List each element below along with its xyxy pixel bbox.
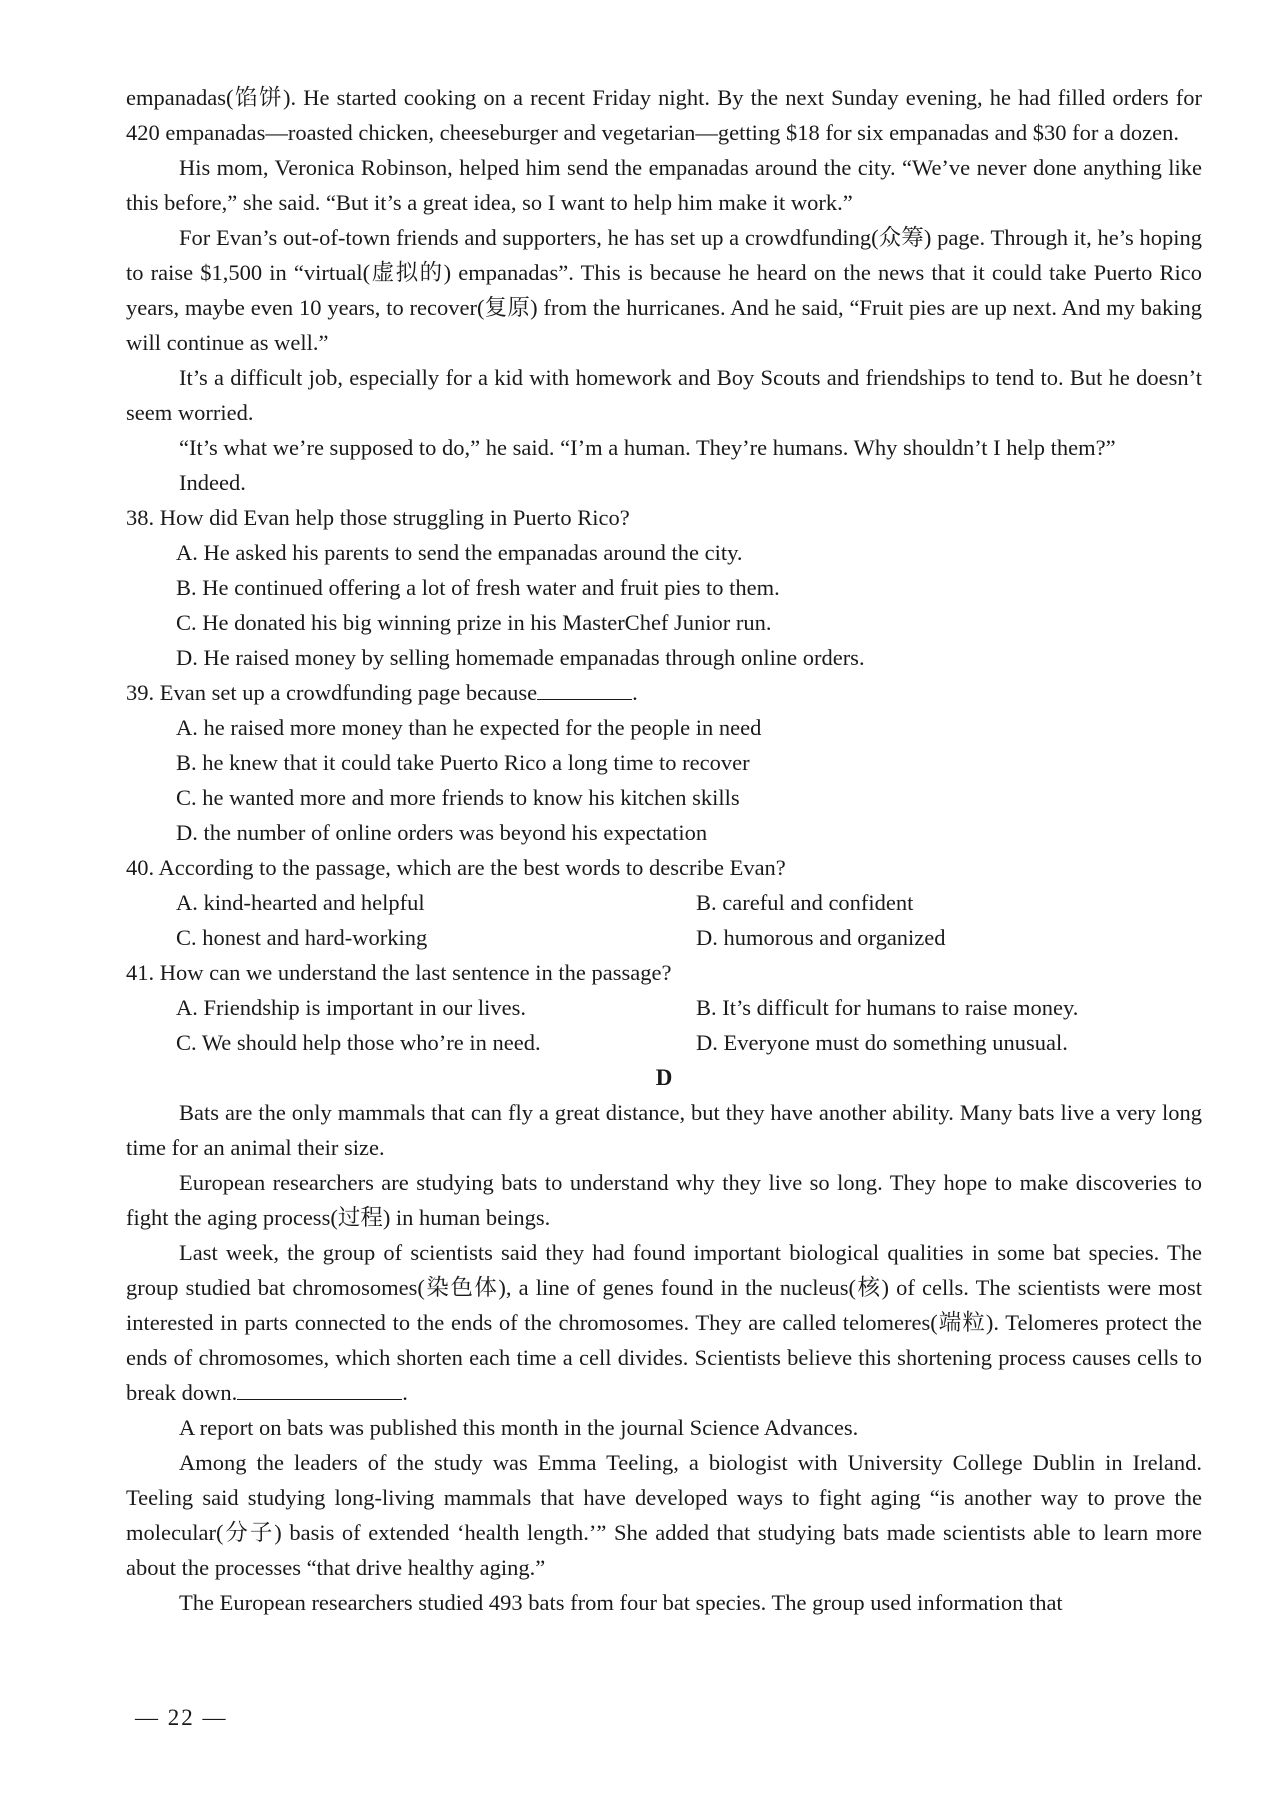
exam-page [126,80,1202,1620]
passage-d-paragraph-1: Bats are the only mammals that can fly a great distance, but they have another ability. Many bats live a very long time for an animal their size. [126,1100,1202,1160]
option-b: B. It’s difficult for humans to raise money. [696,995,1079,1020]
passage-d-paragraph-3 [126,1235,1202,1410]
option-b: B. He continued offering a lot of fresh water and fruit pies to them. [176,575,780,600]
passage-c-paragraph-3: For Evan’s out-of-town friends and supporters, he has set up a crowdfunding(众筹) page. Through it, he’s hoping to raise $1,500 in “virtual(虚拟的) empanadas”. This is because he heard on the news that it could take Puerto Rico years, maybe even 10 years, to recover(复原) from the hurricanes. And he said, “Fruit pies are up next. And my baking will continue as well.” [126,225,1202,355]
question-stem: 39. Evan set up a crowdfunding page because [126,680,538,705]
passage-c-paragraph-1: empanadas(馅饼). He started cooking on a recent Friday night. By the next Sunday evening, he had filled orders for 420 empanadas—roasted chicken, cheeseburger and vegetarian—getting $18 for six empanadas and $30 for a dozen. [126,85,1202,145]
option-c: C. honest and hard-working [176,925,428,950]
option-c: C. he wanted more and more friends to know his kitchen skills [176,785,740,810]
passage-c-paragraph-5: “It’s what we’re supposed to do,” he said. “I’m a human. They’re humans. Why shouldn’t I help them?” [179,435,1116,460]
option-d: D. humorous and organized [696,925,946,950]
question-text: 40. According to the passage, which are the best words to describe Evan? [126,855,786,880]
question-40 [126,850,1202,955]
option-b: B. careful and confident [696,890,914,915]
options-row [126,920,1202,955]
option-c: C. We should help those who’re in need. [176,1030,541,1055]
paragraph-text: Last week, the group of scientists said they had found important biological qualities in some bat species. The group studied bat chromosomes(染色体), a line of genes found in the nucleus(核) of cells. The scientists were most interested in parts connected to the ends of the chromosomes. They are called telomeres(端粒). Telomeres protect the ends of chromosomes, which shorten each time a cell divides. Scientists believe this shortening process causes cells to break down. [126,1240,1202,1405]
question-text: 41. How can we understand the last sentence in the passage? [126,960,672,985]
option-a: A. he raised more money than he expected for the people in need [176,715,762,740]
passage-c-paragraph-4: It’s a difficult job, especially for a kid with homework and Boy Scouts and friendships to tend to. But he doesn’t seem worried. [126,365,1202,425]
option-a: A. He asked his parents to send the empanadas around the city. [176,540,743,565]
question-41 [126,955,1202,1060]
answer-blank [237,1375,402,1400]
option-c: C. He donated his big winning prize in his MasterChef Junior run. [176,610,772,635]
passage-d-paragraph-6: The European researchers studied 493 bats from four bat species. The group used information that [179,1590,1063,1615]
answer-blank [537,675,632,700]
option-d: D. He raised money by selling homemade empanadas through online orders. [176,645,865,670]
question-38 [126,500,1202,675]
option-d: D. the number of online orders was beyond his expectation [176,820,708,845]
section-heading: D [655,1065,673,1090]
option-d: D. Everyone must do something unusual. [696,1030,1068,1055]
options-row [126,885,1202,920]
options-row [126,1025,1202,1060]
question-39 [126,675,1202,850]
options-row [126,990,1202,1025]
passage-c-paragraph-6: Indeed. [179,470,246,495]
option-b: B. he knew that it could take Puerto Rico a long time to recover [176,750,750,775]
question-text [126,675,1202,710]
option-a: A. kind-hearted and helpful [176,890,425,915]
passage-d-paragraph-5: Among the leaders of the study was Emma Teeling, a biologist with University College Dublin in Ireland. Teeling said studying long-living mammals that have developed ways to fight aging “is another way to prove the molecular(分子) basis of extended ‘health length.’” She added that studying bats made scientists able to learn more about the processes “that drive healthy aging.” [126,1450,1202,1580]
question-stem-end: . [632,680,638,705]
passage-d-paragraph-4: A report on bats was published this month in the journal Science Advances. [179,1415,859,1440]
paragraph-end: . [402,1380,408,1405]
passage-c-paragraph-2: His mom, Veronica Robinson, helped him send the empanadas around the city. “We’ve never done anything like this before,” she said. “But it’s a great idea, so I want to help him make it work.” [126,155,1202,215]
page-number: — 22 — [135,1705,228,1730]
option-a: A. Friendship is important in our lives. [176,995,526,1020]
question-text: 38. How did Evan help those struggling in Puerto Rico? [126,505,630,530]
passage-d-paragraph-2: European researchers are studying bats to understand why they live so long. They hope to make discoveries to fight the aging process(过程) in human beings. [126,1170,1202,1230]
